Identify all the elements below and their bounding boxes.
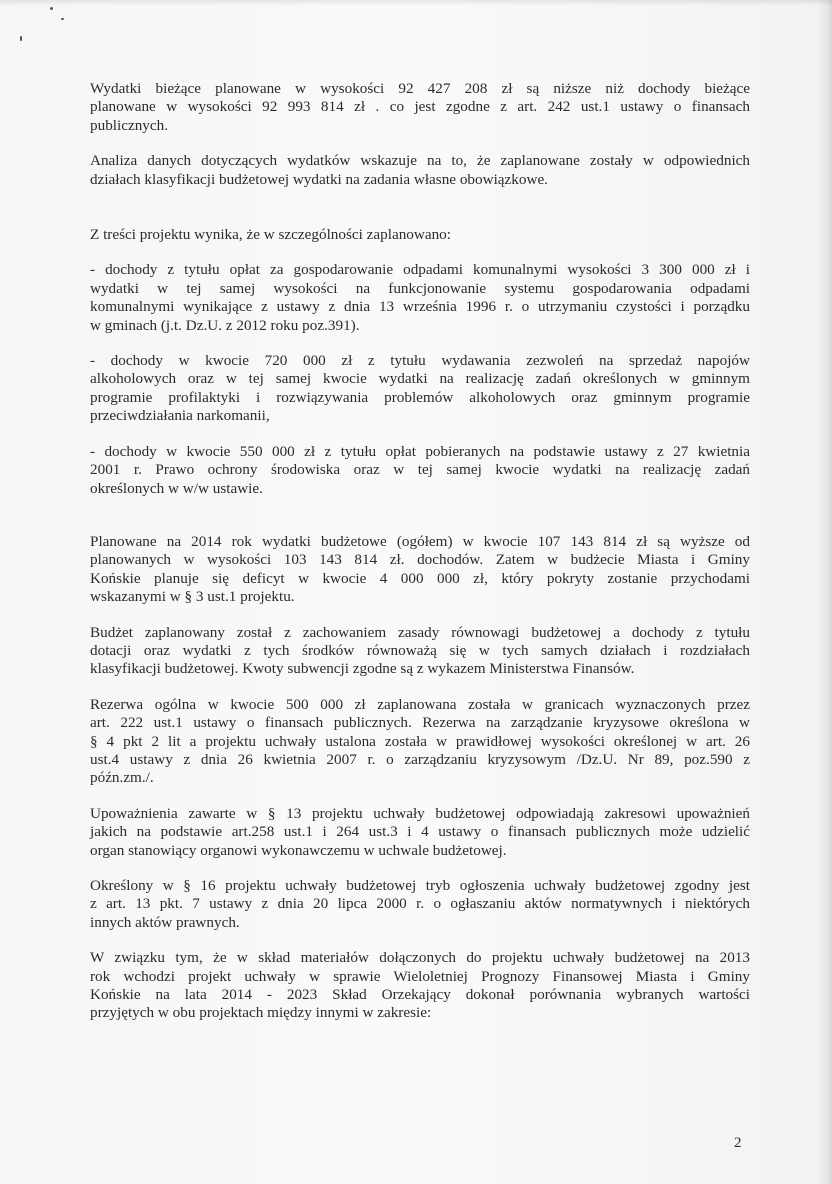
paragraph-expenditure-analysis [90,152,750,189]
scan-speck [50,7,53,10]
text-line: wydatki w tej samej wysokości na funkcjonowanie systemu gospodarowania odpadami [90,279,750,297]
text-line: rok wchodzi projekt uchwały w sprawie Wieloletniej Prognozy Finansowej Miasta i Gminy [90,967,750,985]
text-line: planowane w wysokości 92 993 814 zł . co jest zgodne z art. 242 ust.1 ustawy o finansach [90,98,750,116]
paragraph-waste-fees [90,261,750,335]
text-line: wskazanymi w § 3 ust.1 projektu. [90,588,295,606]
text-line: z art. 13 pkt. 7 ustawy z dnia 20 lipca 2000 r. o ogłaszaniu aktów normatywnych i niektórych [90,895,750,913]
text-line: 2001 r. Prawo ochrony środowiska oraz w tej samej kwocie wydatki na realizację zadań [90,461,750,479]
page-number: 2 [734,1135,742,1151]
text-line: jakich na podstawie art.258 ust.1 i 264 ust.3 i 4 ustawy o finansach publicznych może udzielić [90,823,750,841]
paragraph-multiyear-forecast [90,949,750,1023]
paragraph-budget-balance [90,624,750,679]
text-line: Rezerwa ogólna w kwocie 500 000 zł zaplanowana została w granicach wyznaczonych przez [90,695,750,713]
text-line: W związku tym, że w skład materiałów dołączonych do projektu uchwały budżetowej na 2013 [90,949,750,967]
text-line: przyjętych w obu projektach między innymi w zakresie: [90,1004,432,1022]
text-line: publicznych. [90,116,169,134]
text-line: Wydatki bieżące planowane w wysokości 92 427 208 zł są niższe niż dochody bieżące [90,80,750,97]
paragraph-project-intro [90,226,750,244]
text-line: Upoważnienia zawarte w § 13 projektu uchwały budżetowej odpowiadają zakresowi upoważnień [90,804,750,822]
scan-speck [61,18,64,20]
text-line: Końskie na lata 2014 - 2023 Skład Orzekający dokonał porównania wybranych wartości [90,986,750,1004]
text-line: organ stanowiący organowi wykonawczemu w uchwale budżetowej. [90,841,507,859]
paragraph-general-reserve [90,696,750,788]
text-line: dotacji oraz wydatki z tych środków równoważą się w tych samych działach i rozdziałach [90,641,750,659]
text-line: innych aktów prawnych. [90,913,240,931]
text-line: Z treści projektu wynika, że w szczególności zaplanowano: [90,226,451,244]
paragraph-deficit [90,533,750,607]
text-line: klasyfikacji budżetowej. Kwoty subwencji zgodne są z wykazem Ministerstwa Finansów. [90,660,635,678]
text-line: ust.4 ustawy z dnia 26 kwietnia 2007 r. o zarządzaniu kryzysowym /Dz.U. Nr 89, poz.590 z [90,750,750,768]
text-line: Budżet zaplanowany został z zachowaniem zasady równowagi budżetowej a dochody z tytułu [90,623,750,641]
page-shadow-top [0,0,832,6]
paragraph-alcohol-permits [90,352,750,426]
paragraph-current-expenditure [90,80,750,135]
text-line: - dochody z tytułu opłat za gospodarowanie odpadami komunalnymi wysokości 3 300 000 zł i [90,261,750,279]
paragraph-announcement-mode [90,877,750,932]
text-line: - dochody w kwocie 720 000 zł z tytułu wydawania zezwoleń na sprzedaż napojów [90,352,750,370]
text-line: przeciwdziałania narkomanii, [90,407,270,425]
paragraph-environment-fees [90,443,750,498]
text-line: Określony w § 16 projektu uchwały budżetowej tryb ogłoszenia uchwały budżetowej zgodny jest [90,877,750,894]
text-line: późn.zm./. [90,769,154,787]
page-shadow-right [818,0,832,1184]
text-line: alkoholowych oraz w tej samej kwocie wydatki na realizację zadań określonych w gminnym [90,370,750,388]
paragraph-authorizations [90,805,750,860]
scan-speck [20,36,22,41]
text-line: programie profilaktyki i rozwiązywania problemów alkoholowych oraz gminnym programie [90,388,750,406]
text-line: - dochody w kwocie 550 000 zł z tytułu opłat pobieranych na podstawie ustawy z 27 kwietnia [90,442,750,460]
text-line: określonych w w/w ustawie. [90,479,263,497]
text-line: art. 222 ust.1 ustawy o finansach publicznych. Rezerwa na zarządzanie kryzysowe określona w [90,714,750,732]
text-line: § 4 pkt 2 lit a projektu uchwały ustalona została w prawidłowej wysokości określonej w art. 26 [90,732,750,750]
text-line: planowanych w wysokości 103 143 814 zł. dochodów. Zatem w budżecie Miasta i Gminy [90,551,750,569]
text-line: komunalnymi wynikające z ustawy z dnia 13 września 1996 r. o utrzymaniu czystości i porządku [90,298,750,316]
text-line: Końskie planuje się deficyt w kwocie 4 000 000 zł, który pokryty zostanie przychodami [90,569,750,587]
text-line: w gminach (j.t. Dz.U. z 2012 roku poz.391). [90,316,360,334]
text-line: działach klasyfikacji budżetowej wydatki na zadania własne obowiązkowe. [90,170,548,188]
text-line: Analiza danych dotyczących wydatków wskazuje na to, że zaplanowane zostały w odpowiednich [90,152,750,170]
text-line: Planowane na 2014 rok wydatki budżetowe (ogółem) w kwocie 107 143 814 zł są wyższe od [90,532,750,550]
document-body [90,70,750,1023]
